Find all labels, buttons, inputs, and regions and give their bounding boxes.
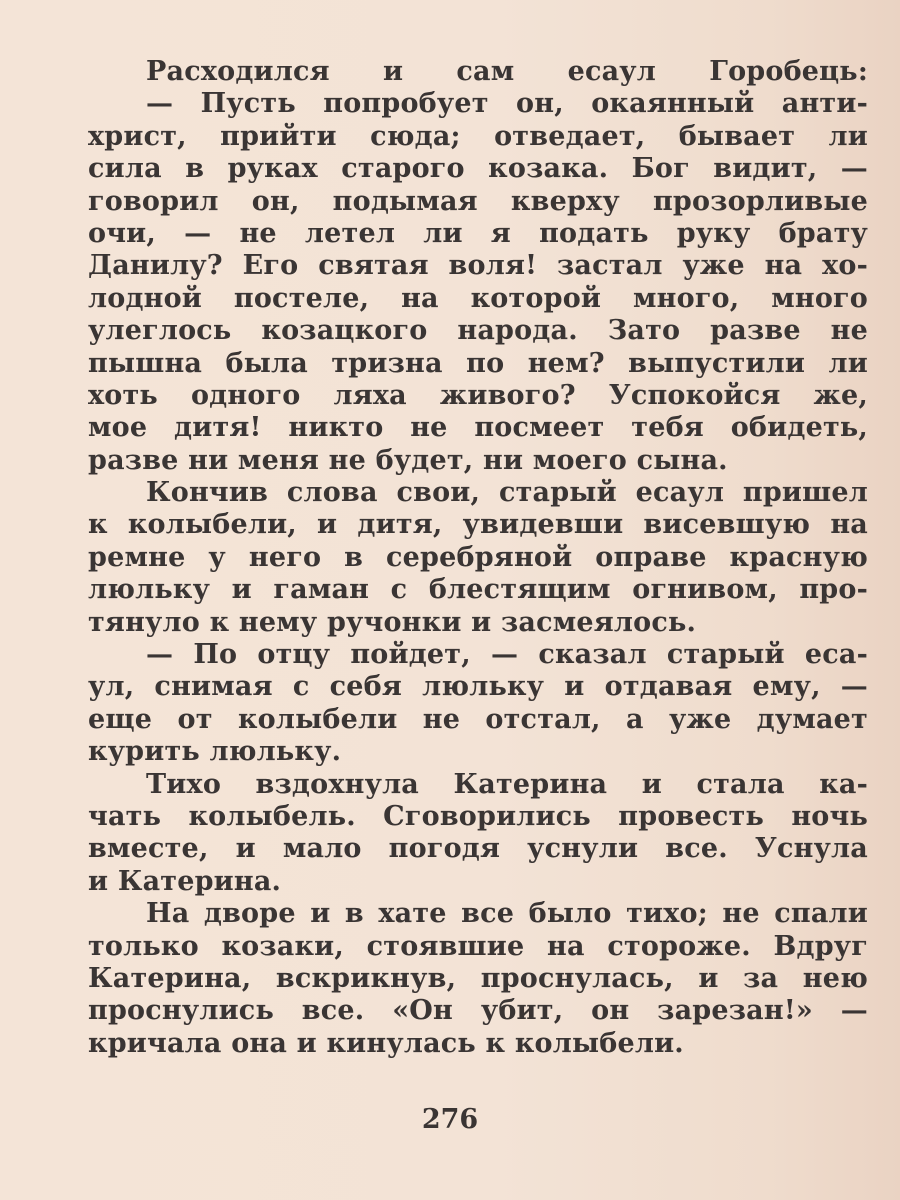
text-line: Кончив слова свои, старый есаул пришел: [146, 477, 868, 509]
text-line: кричала она и кинулась к колыбели.: [88, 1027, 684, 1059]
text-line: лодной постеле, на которой много, много: [88, 282, 868, 314]
text-line: чать колыбель. Сговорились провесть ночь: [88, 800, 868, 832]
text-line: улеглось козацкого народа. Зато разве не: [88, 315, 868, 347]
text-line: вместе, и мало погодя уснули все. Уснула: [88, 833, 868, 865]
body-text: [88, 56, 868, 1060]
text-line: еще от колыбели не отстал, а уже думает: [88, 703, 868, 735]
page-number: 276: [421, 1104, 479, 1135]
text-line: проснулись все. «Он убит, он зарезан!» —: [88, 995, 868, 1027]
text-line: только козаки, стоявшие на стороже. Вдруг: [88, 930, 868, 962]
text-line: Расходился и сам есаул Горобець:: [146, 56, 868, 87]
text-line: христ, прийти сюда; отведает, бывает ли: [88, 120, 868, 152]
text-line: сила в руках старого козака. Бог видит, —: [88, 153, 868, 185]
text-line: ремне у него в серебряной оправе красную: [88, 541, 868, 573]
text-line: курить люльку.: [88, 736, 342, 768]
text-line: ул, снимая с себя люльку и отдавая ему, —: [88, 671, 868, 703]
text-line: Данилу? Его святая воля! застал уже на хо-: [88, 250, 868, 282]
text-line: мое дитя! никто не посмеет тебя обидеть,: [88, 412, 868, 444]
text-line: — Пусть попробует он, окаянный анти-: [146, 88, 868, 120]
text-line: Тихо вздохнула Катерина и стала ка-: [146, 768, 868, 800]
text-line: говорил он, подымая кверху прозорливые: [88, 185, 868, 217]
text-line: люльку и гаман с блестящим огнивом, про-: [88, 574, 868, 606]
text-line: Катерина, вскрикнув, проснулась, и за нею: [88, 962, 868, 994]
text-line: к колыбели, и дитя, увидевши висевшую на: [88, 509, 868, 541]
text-line: хоть одного ляха живого? Успокойся же,: [88, 379, 868, 411]
text-line: разве ни меня не будет, ни моего сына.: [88, 444, 728, 476]
text-line: — По отцу пойдет, — сказал старый еса-: [146, 639, 868, 671]
text-line: и Катерина.: [88, 865, 282, 897]
text-line: На дворе и в хате все было тихо; не спали: [146, 898, 868, 930]
text-line: пышна была тризна по нем? выпустили ли: [88, 347, 868, 379]
text-line: тянуло к нему ручонки и засмеялось.: [88, 606, 697, 638]
text-line: очи, — не летел ли я подать руку брату: [88, 217, 868, 249]
